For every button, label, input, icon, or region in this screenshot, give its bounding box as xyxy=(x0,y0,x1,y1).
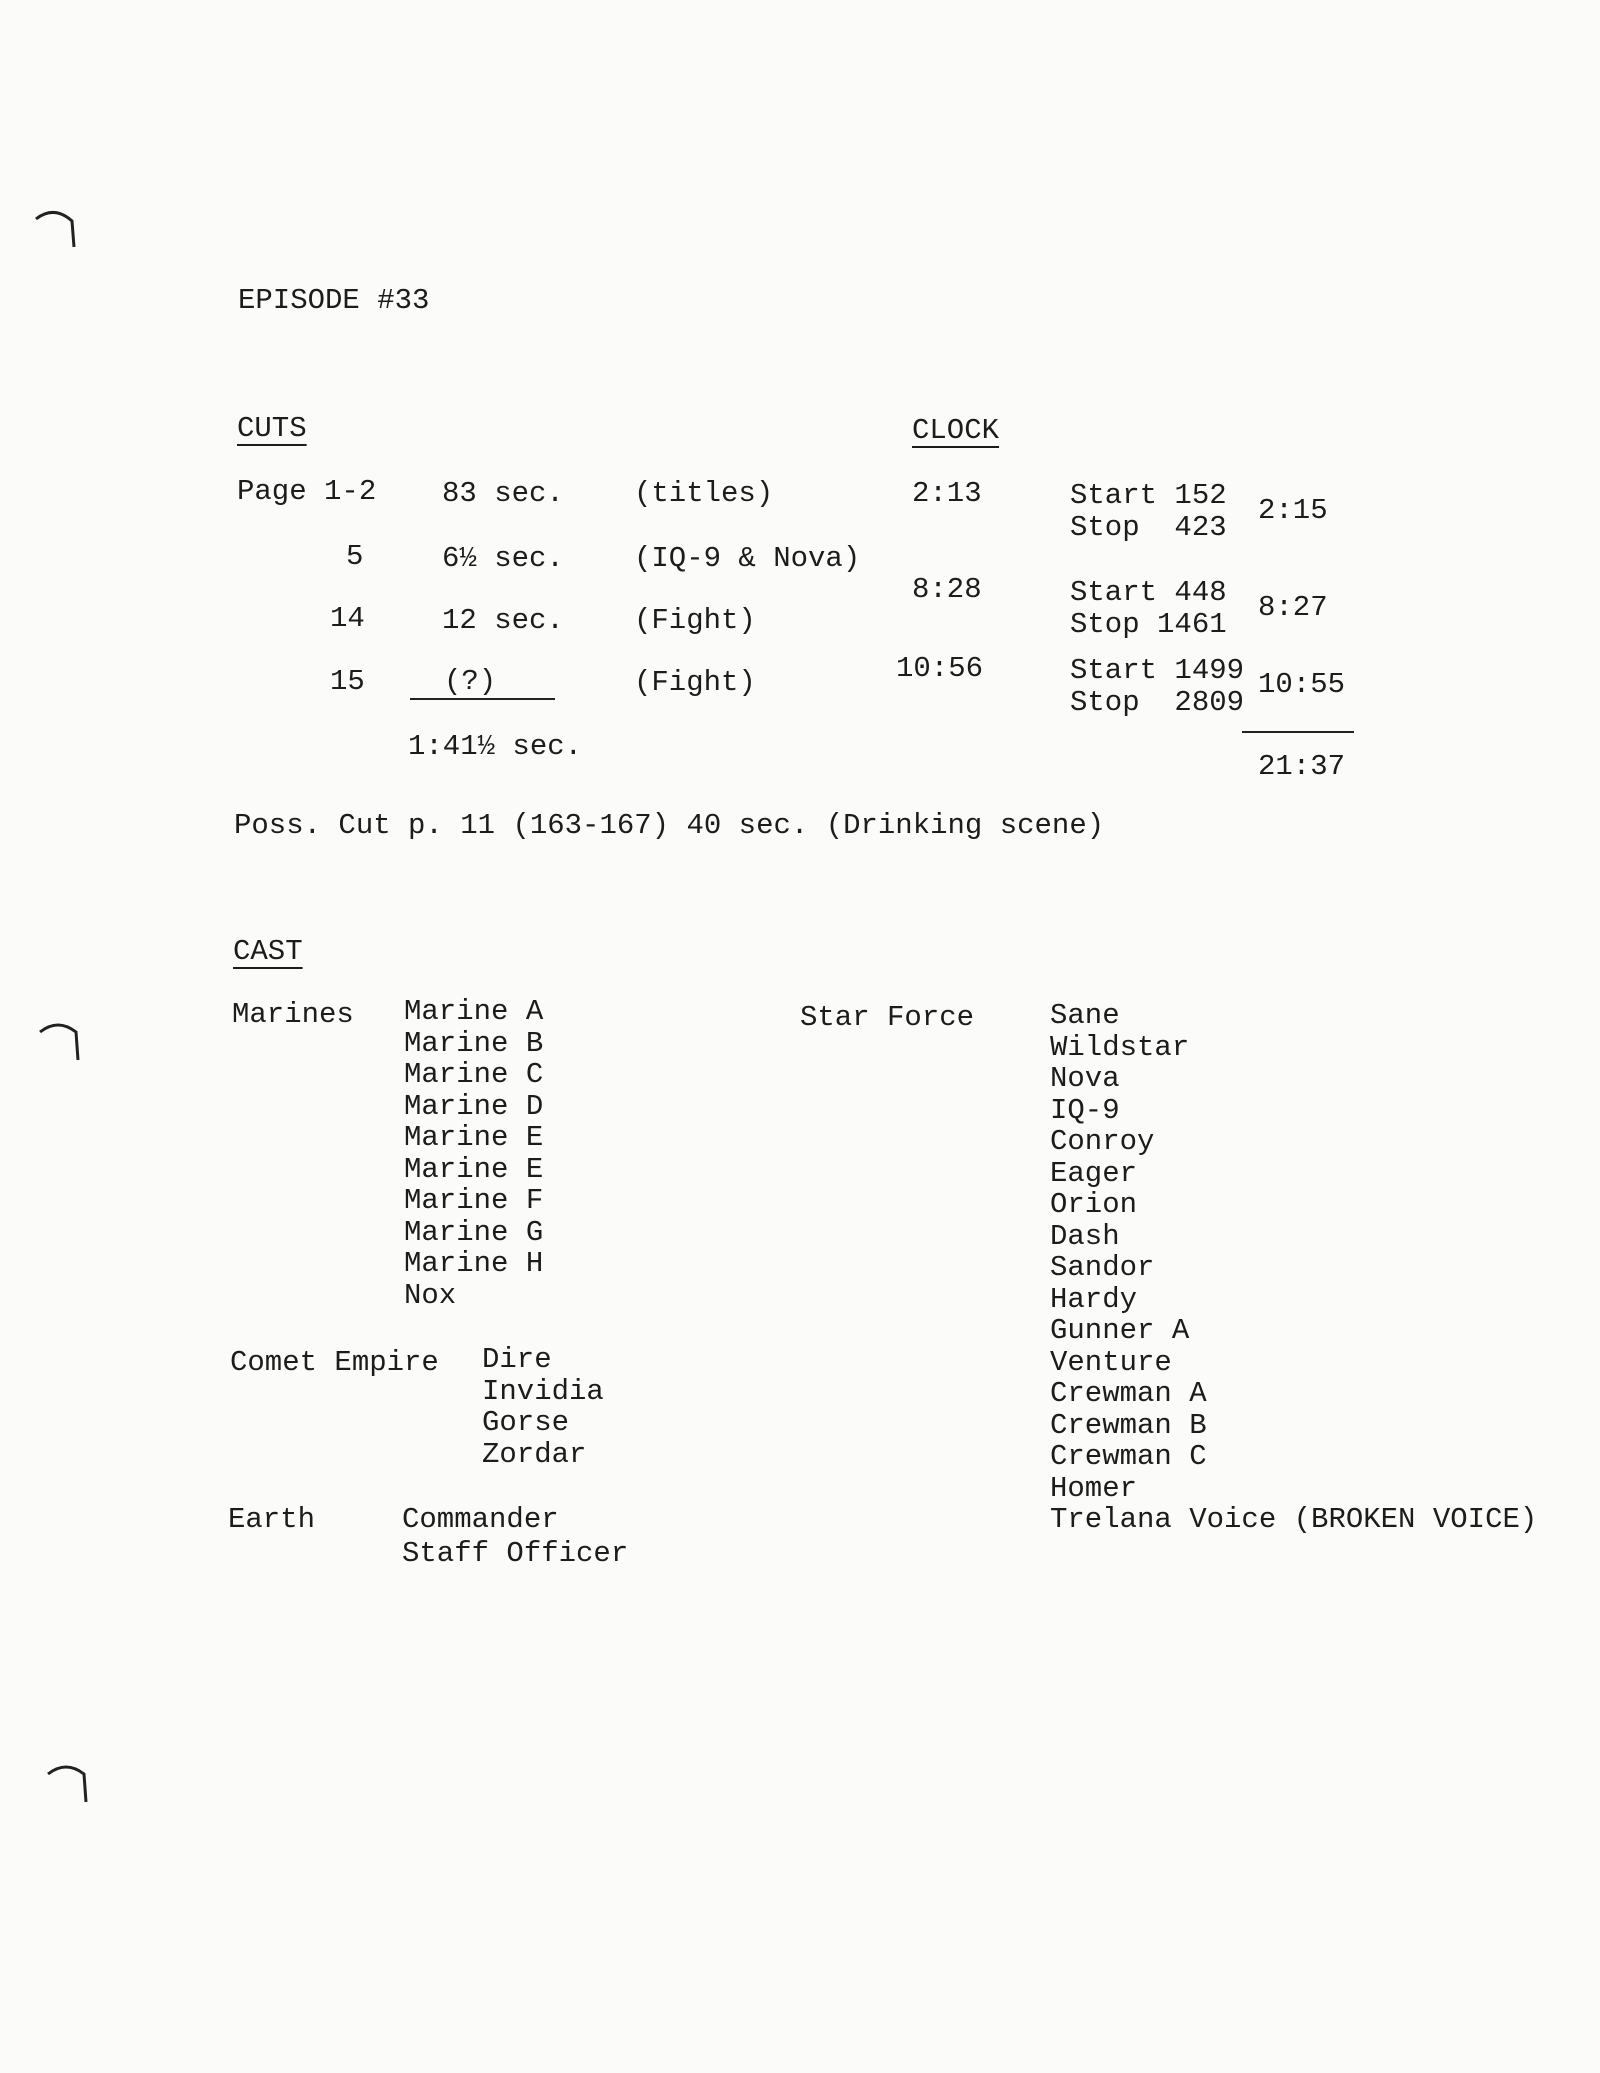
clock-total: 21:37 xyxy=(1258,750,1346,783)
cut-page: Page 1-2 xyxy=(237,475,377,508)
cast-member: Nox xyxy=(404,1278,457,1312)
cast-member: Commander xyxy=(402,1503,559,1536)
star-force-label: Star Force xyxy=(800,1001,975,1034)
cut-note: (IQ-9 & Nova) xyxy=(634,542,861,575)
cast-member: Marine E xyxy=(404,1152,544,1186)
clock-total-rule xyxy=(1242,731,1354,733)
cast-member: Sandor xyxy=(1050,1251,1155,1284)
cast-member: Marine D xyxy=(404,1089,544,1123)
cuts-total-rule xyxy=(410,698,555,700)
cast-member: Crewman B xyxy=(1050,1408,1207,1442)
possible-cut-note: Poss. Cut p. 11 (163-167) 40 sec. (Drinking scene) xyxy=(234,809,1105,842)
clock-stop: Stop 1461 xyxy=(1070,608,1227,641)
marines-label: Marines xyxy=(232,998,354,1031)
cast-member: Sane xyxy=(1050,999,1120,1032)
cut-note: (Fight) xyxy=(634,604,756,637)
clock-time: 10:56 xyxy=(896,652,984,685)
cast-member: Dash xyxy=(1050,1219,1120,1253)
clock-stop: Stop 2809 xyxy=(1070,686,1245,719)
cast-member: IQ-9 xyxy=(1050,1093,1120,1127)
cast-member: Zordar xyxy=(482,1437,587,1471)
cast-member: Venture xyxy=(1050,1345,1172,1379)
cast-member: Gunner A xyxy=(1050,1314,1190,1347)
clock-start: Start 152 xyxy=(1070,479,1227,512)
cast-member: Crewman C xyxy=(1050,1440,1207,1473)
binder-hole-middle xyxy=(38,1020,82,1064)
cast-member: Crewman A xyxy=(1050,1377,1207,1410)
clock-length: 10:55 xyxy=(1258,668,1346,701)
marines-list xyxy=(404,996,543,1311)
cast-member: Nova xyxy=(1050,1062,1120,1095)
clock-start: Start 1499 xyxy=(1070,654,1245,687)
cast-member: Trelana Voice (BROKEN VOICE) xyxy=(1050,1503,1538,1536)
earth-label: Earth xyxy=(228,1503,316,1536)
cast-member: Marine E xyxy=(404,1121,544,1154)
cast-member: Homer xyxy=(1050,1471,1138,1505)
clock-stop: Stop 423 xyxy=(1070,511,1227,544)
cast-member: Conroy xyxy=(1050,1125,1155,1158)
cut-duration: 12 sec. xyxy=(442,604,564,637)
cast-member: Eager xyxy=(1050,1156,1138,1190)
earth-list xyxy=(402,1503,628,1571)
cuts-heading: CUTS xyxy=(237,412,307,445)
cut-page: 15 xyxy=(330,665,365,698)
clock-length: 8:27 xyxy=(1258,591,1328,624)
cast-member: Marine G xyxy=(404,1215,544,1249)
cast-member: Hardy xyxy=(1050,1282,1138,1316)
cut-note: (titles) xyxy=(634,477,774,510)
binder-hole-bottom xyxy=(46,1762,90,1806)
star-force-list xyxy=(1050,1000,1537,1536)
clock-start: Start 448 xyxy=(1070,576,1227,609)
cut-note: (Fight) xyxy=(634,666,756,699)
binder-hole-top xyxy=(32,207,76,251)
cut-page: 5 xyxy=(346,540,364,573)
cuts-total: 1:41½ sec. xyxy=(408,730,583,763)
cut-duration: 6½ sec. xyxy=(442,542,564,575)
cast-member: Marine A xyxy=(404,995,544,1028)
cast-member: Dire xyxy=(482,1343,552,1376)
cast-member: Gorse xyxy=(482,1406,570,1439)
cut-duration: (?) xyxy=(444,665,497,698)
clock-time: 2:13 xyxy=(912,477,982,510)
cast-member: Marine H xyxy=(404,1247,544,1280)
cut-duration: 83 sec. xyxy=(442,477,564,510)
clock-heading: CLOCK xyxy=(912,414,1000,447)
clock-time: 8:28 xyxy=(912,573,982,606)
cast-member: Marine B xyxy=(404,1026,544,1060)
cast-heading: CAST xyxy=(233,935,303,968)
cut-page: 14 xyxy=(330,602,365,635)
cast-member: Orion xyxy=(1050,1188,1138,1221)
cast-member: Marine C xyxy=(404,1058,544,1091)
clock-length: 2:15 xyxy=(1258,494,1328,527)
cast-member: Marine F xyxy=(404,1184,544,1217)
cast-member: Invidia xyxy=(482,1374,604,1408)
comet-empire-list xyxy=(482,1344,604,1470)
cast-member: Wildstar xyxy=(1050,1030,1190,1064)
page-title: EPISODE #33 xyxy=(238,284,430,317)
comet-empire-label: Comet Empire xyxy=(230,1346,439,1379)
cast-member: Staff Officer xyxy=(402,1537,629,1570)
